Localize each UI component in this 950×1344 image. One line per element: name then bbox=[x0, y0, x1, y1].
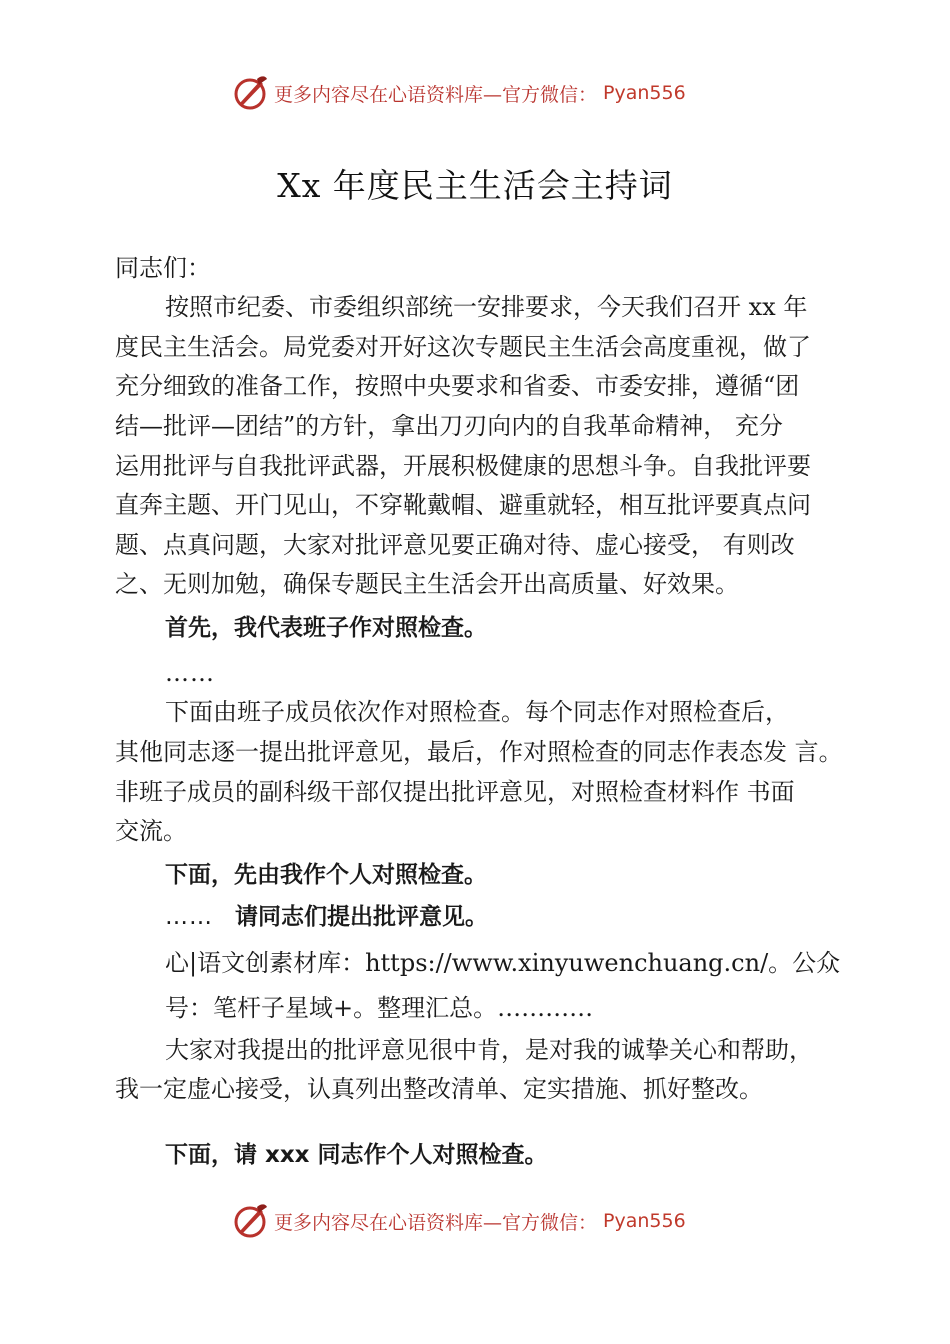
watermark-wechat-id: Pyan556 bbox=[603, 82, 686, 104]
p2-line: 非班子成员的副科级干部仅提出批评意见，对照检查材料作 书面 bbox=[115, 778, 795, 806]
p2-line: 下面由班子成员依次作对照检查。每个同志作对照检查后， bbox=[165, 698, 789, 726]
heading-3 bbox=[165, 901, 488, 933]
p1-line: 直奔主题、开门见山，不穿靴戴帽、避重就轻，相互批评要真点问 bbox=[115, 491, 811, 519]
watermark-footer bbox=[230, 1201, 686, 1241]
heading-4: 下面，请 xxx 同志作个人对照检查。 bbox=[165, 1142, 548, 1168]
p1-line: 结—批评—团结”的方针，拿出刀刃向内的自我革命精神， 充分 bbox=[115, 412, 783, 440]
watermark-header bbox=[230, 73, 686, 113]
quill-pen-logo-icon bbox=[230, 1201, 270, 1241]
p1-line: 运用批评与自我批评武器，开展积极健康的思想斗争。自我批评要 bbox=[115, 452, 811, 480]
p2-line: 其他同志逐一提出批评意见，最后，作对照检查的同志作表态发 言。 bbox=[115, 738, 843, 766]
p1-line: 充分细致的准备工作，按照中央要求和省委、市委安排，遵循“团 bbox=[115, 372, 800, 400]
salutation: 同志们： bbox=[115, 254, 211, 282]
source-line: 号：笔杆子星域+。整理汇总。………… bbox=[165, 994, 594, 1022]
p1-line: 按照市纪委、市委组织部统一安排要求，今天我们召开 xx 年 bbox=[165, 293, 808, 321]
heading-2: 下面，先由我作个人对照检查。 bbox=[165, 862, 487, 888]
source-line: 心|语文创素材库：https://www.xinyuwenchuang.cn/。公众 bbox=[165, 949, 841, 977]
page-title: Xx 年度民主生活会主持词 bbox=[277, 166, 673, 205]
ellipsis-1: …… bbox=[165, 659, 215, 687]
watermark-wechat-id: Pyan556 bbox=[603, 1210, 686, 1232]
watermark-text: 更多内容尽在心语资料库—官方微信： bbox=[274, 1211, 598, 1234]
p2-line: 交流。 bbox=[115, 817, 187, 845]
heading-3-text: 请同志们提出批评意见。 bbox=[235, 904, 488, 930]
watermark-text: 更多内容尽在心语资料库—官方微信： bbox=[274, 83, 598, 106]
p1-line: 题、点真问题，大家对批评意见要正确对待、虚心接受， 有则改 bbox=[115, 531, 795, 559]
p1-line: 度民主生活会。局党委对开好这次专题民主生活会高度重视，做了 bbox=[115, 333, 811, 361]
p1-line: 之、无则加勉，确保专题民主生活会开出高质量、好效果。 bbox=[115, 570, 739, 598]
ellipsis-2: …… bbox=[165, 904, 213, 930]
quill-pen-logo-icon bbox=[230, 73, 270, 113]
p3-line: 大家对我提出的批评意见很中肯，是对我的诚挚关心和帮助， bbox=[165, 1036, 813, 1064]
p3-line: 我一定虚心接受，认真列出整改清单、定实措施、抓好整改。 bbox=[115, 1075, 763, 1103]
heading-1: 首先，我代表班子作对照检查。 bbox=[165, 615, 487, 641]
